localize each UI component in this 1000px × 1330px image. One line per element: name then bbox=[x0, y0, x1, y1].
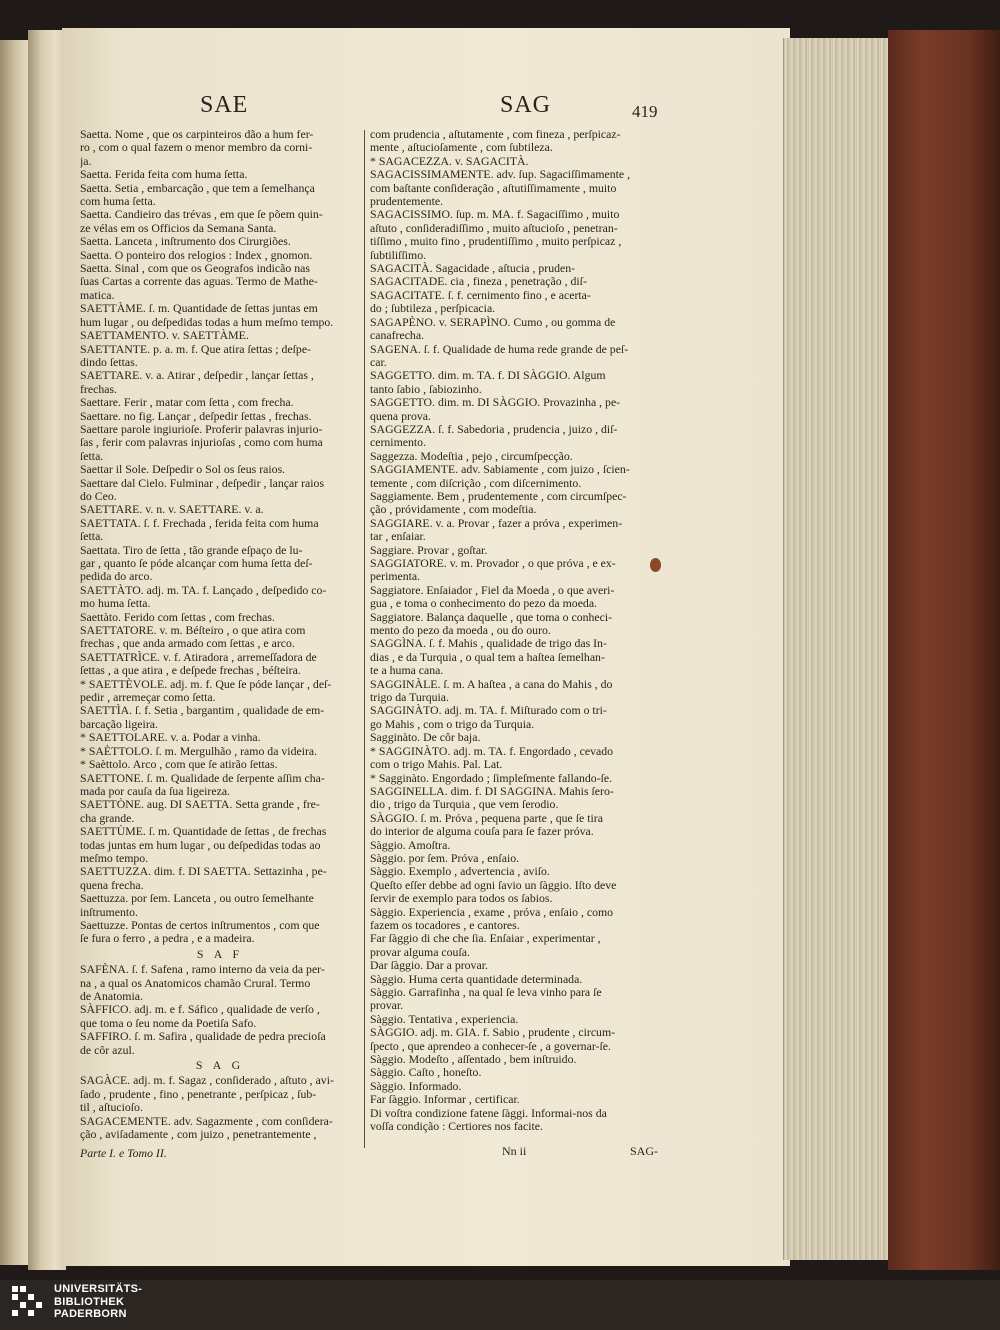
text-line: * Saèttolo. Arco , com que ſe atirão ſettas. bbox=[80, 758, 278, 772]
text-line: * SAETTOLARE. v. a. Podar a vinha. bbox=[80, 731, 261, 745]
text-line: mo huma ſetta. bbox=[80, 597, 151, 611]
library-name bbox=[54, 1283, 142, 1321]
text-line: fazem os tocadores , e cantores. bbox=[370, 918, 520, 932]
text-line: dias , e da Turquia , o qual tem a haſtea ſemelhan- bbox=[370, 650, 605, 664]
text-line: na , a qual os Anatomicos chamão Crural. Termo bbox=[80, 976, 311, 990]
text-line: SAETTÀME. ſ. m. Quantidade de ſettas juntas em bbox=[80, 302, 318, 316]
text-line: de Anatomia. bbox=[80, 990, 143, 1003]
text-line: * SAGGINÀTO. adj. m. TA. f. Engordado , cevado bbox=[370, 744, 614, 758]
text-line: tiſſimo , muito fino , prudentiſſimo , muito perſpicaz , bbox=[370, 235, 622, 249]
running-head-right: SAG bbox=[500, 92, 552, 118]
text-line: provar alguma couſa. bbox=[370, 945, 470, 959]
text-line: SAETTÙME. ſ. m. Quantidade de ſettas , de frechas bbox=[80, 825, 327, 839]
text-line: todas juntas em hum lugar , ou deſpedidas todas ao bbox=[80, 838, 321, 852]
text-line: SAETTUZZA. dim. f. DI SAETTA. Settazinha , pe- bbox=[80, 865, 327, 879]
text-line: Sàggio. Experiencia , exame , próva , enſaio , como bbox=[370, 905, 614, 919]
text-line: Saggiatore. Balança daquelle , que toma o conheci- bbox=[370, 610, 613, 624]
book-gutter bbox=[28, 30, 66, 1270]
text-line: SAETTARE. v. a. Atirar , deſpedir , lançar ſettas , bbox=[80, 369, 314, 383]
text-line: ção , aviſadamente , com juizo , penetrantemente , bbox=[80, 1128, 317, 1142]
text-line: SAGENA. ſ. f. Qualidade de huma rede grande de peſ- bbox=[370, 342, 629, 356]
page-block-edge bbox=[783, 38, 894, 1260]
text-line: Saettare. no fig. Lançar , deſpedir ſettas , frechas. bbox=[80, 409, 312, 423]
text-line: ſpecto , que aprendeo a conhecer-ſe , a governar-ſe. bbox=[370, 1039, 611, 1053]
text-line: SAGGEZZA. ſ. f. Sabedoria , prudencia , juizo , diſ- bbox=[370, 422, 618, 436]
text-line: Saggezza. Modeſtia , pejo , circumſpecção. bbox=[370, 449, 573, 463]
library-name-line1: UNIVERSITÄTS- bbox=[54, 1283, 143, 1295]
library-logo-icon bbox=[10, 1284, 46, 1324]
text-line: Sàggio. Garrafinha , na qual ſe leva vinho para ſe bbox=[370, 986, 602, 999]
text-line: SAFÈNA. ſ. f. Safena , ramo interno da veia da per- bbox=[80, 963, 325, 977]
text-line: SAETTONE. ſ. m. Qualidade de ſerpente aſſim cha- bbox=[80, 771, 325, 785]
text-line: com prudencia , aſtutamente , com fineza , perſpicaz- bbox=[370, 128, 621, 141]
text-line: ſas , ferir com palavras injurioſas , como com huma bbox=[80, 436, 323, 450]
text-line: SAGACITÀ. Sagacidade , aſtucia , pruden- bbox=[370, 262, 576, 276]
text-line: go Mahis , com o trigo da Turquia. bbox=[370, 717, 535, 731]
text-line: do interior de alguma couſa para ſe fazer próva. bbox=[370, 825, 594, 839]
text-line: Sàggio. Exemplo , advertencia , aviſo. bbox=[370, 865, 550, 879]
text-line: ſuas Cartas a corrente das aguas. Termo de Mathe- bbox=[80, 275, 318, 289]
text-line: Saettuzze. Pontas de certos inſtrumentos , com que bbox=[80, 918, 320, 932]
left-text-column bbox=[80, 128, 360, 1161]
text-line: SAGGIARE. v. a. Provar , fazer a próva , experimen- bbox=[370, 516, 623, 530]
text-line: S A G bbox=[195, 1059, 245, 1073]
text-line: Saettàto. Ferido com ſettas , com frechas. bbox=[80, 610, 275, 624]
text-line: perimenta. bbox=[370, 570, 421, 584]
text-line: Sàggio. Tentativa , experiencia. bbox=[370, 1012, 519, 1026]
text-line: Dar ſàggio. Dar a provar. bbox=[370, 959, 488, 973]
text-line: SAETTATRÌCE. v. f. Atiradora , arremeſſadora de bbox=[80, 650, 317, 664]
text-line: Sàggio. Modeſto , aſſentado , bem inſtruido. bbox=[370, 1053, 577, 1067]
text-line: ção , próvidamente , com modeſtia. bbox=[370, 503, 537, 517]
text-line: Queſto eſſer debbe ad ogni ſavio un ſàggio. Iſto deve bbox=[370, 878, 617, 892]
text-line: cernimento. bbox=[370, 436, 427, 450]
text-line: Far ſàggio di che che ſia. Enſaiar , experimentar , bbox=[370, 932, 601, 946]
text-line: * SAETTÈVOLE. adj. m. f. Que ſe póde lançar , deſ- bbox=[80, 677, 332, 691]
text-line: Saggiamente. Bem , prudentemente , com circumſpec- bbox=[370, 489, 627, 503]
text-line: Saettare. Ferir , matar com ſetta , com frecha. bbox=[80, 396, 294, 410]
text-line: SAGACEMENTE. adv. Sagazmente , com conſidera- bbox=[80, 1114, 333, 1128]
text-line: SAGGETTO. dim. m. DI SÀGGIO. Provazinha , pe- bbox=[370, 396, 621, 410]
signature-mark: Nn ii bbox=[502, 1144, 527, 1158]
text-line: SAGGINÀTO. adj. m. TA. f. Miſturado com o tri- bbox=[370, 704, 607, 718]
text-line: gar , quanto ſe póde alcançar com huma ſetta deſ- bbox=[80, 557, 313, 570]
text-line: Saetta. Ferida feita com huma ſetta. bbox=[80, 168, 248, 182]
text-line: frechas. bbox=[80, 382, 118, 396]
text-line: barcação ligeira. bbox=[80, 717, 158, 731]
library-footer-bar bbox=[0, 1280, 1000, 1330]
text-line: ro , com o qual fazem o menor membro da corni- bbox=[80, 141, 313, 155]
text-line: SAGGÌNA. ſ. f. Mahis , qualidade de trigo das In- bbox=[370, 637, 607, 651]
library-name-line3: PADERBORN bbox=[54, 1308, 127, 1320]
text-line: * SAÈTTOLO. ſ. m. Mergulhão , ramo da videira. bbox=[80, 744, 318, 758]
text-line: SAETTATORE. v. m. Béſteiro , o que atira com bbox=[80, 624, 306, 638]
text-line: meſmo tempo. bbox=[80, 851, 149, 865]
text-line: mente , aſtucioſamente , com ſubtileza. bbox=[370, 141, 553, 155]
column-rule bbox=[364, 130, 365, 1148]
text-line: Di voſtra condizione fatene ſàggi. Informai-nos da bbox=[370, 1106, 607, 1120]
text-line: do Ceo. bbox=[80, 489, 117, 503]
text-line: SAGACISSIMAMENTE. adv. ſup. Sagaciſſimamente , bbox=[370, 168, 631, 182]
text-line: til , aſtucioſo. bbox=[80, 1101, 143, 1115]
text-line: com huma ſetta. bbox=[80, 195, 156, 209]
text-line: que toma o ſeu nome da Poetiſa Safo. bbox=[80, 1016, 257, 1030]
text-line: hum lugar , ou deſpedidas todas a hum meſmo tempo. bbox=[80, 315, 334, 329]
text-line: SAGGIAMENTE. adv. Sabiamente , com juizo , ſcien- bbox=[370, 463, 630, 477]
text-line: SÀGGIO. adj. m. GIA. f. Sabio , prudente , circum- bbox=[370, 1026, 616, 1040]
text-line: cha grande. bbox=[80, 811, 135, 825]
text-line: mento do pezo da moeda , ou do ouro. bbox=[370, 624, 551, 638]
text-line: Sagginàto. De côr baja. bbox=[370, 731, 481, 745]
library-name-line2: BIBLIOTHEK bbox=[54, 1295, 125, 1308]
text-line: pedir , arremeçar como ſetta. bbox=[80, 691, 216, 705]
text-line: frechas , que anda armado com ſettas , e arco. bbox=[80, 637, 295, 651]
text-line: temente , com diſcrição , com diſcernimento. bbox=[370, 476, 582, 490]
text-line: SAETTÀTO. adj. m. TA. f. Lançado , deſpedido co- bbox=[80, 583, 327, 597]
text-line: Saettare parole ingiurioſe. Proferir palavras injurio- bbox=[80, 422, 323, 436]
text-line: Sàggio. Caſto , honeſto. bbox=[370, 1066, 482, 1080]
text-line: Sàggio. Informado. bbox=[370, 1079, 462, 1093]
text-line: quena prova. bbox=[370, 409, 431, 423]
text-line: com o trigo Mahis. Pal. Lat. bbox=[370, 758, 503, 772]
text-line: de côr azul. bbox=[80, 1043, 135, 1057]
text-line: voſſa condição : Certiores nos facite. bbox=[370, 1120, 543, 1134]
text-line: SAETTATA. ſ. f. Frechada , ferida feita com huma bbox=[80, 516, 319, 530]
text-line: car. bbox=[370, 355, 387, 369]
text-line: SAETTARE. v. n. v. SAETTARE. v. a. bbox=[80, 503, 264, 517]
text-line: ſettas , a que atira , e deſpede frechas , béſteira. bbox=[80, 664, 301, 678]
text-line: dio , trigo da Turquia , que vem ſerodio. bbox=[370, 798, 559, 812]
text-line: pedida do arco. bbox=[80, 570, 153, 584]
text-line: te a huma cana. bbox=[370, 664, 444, 678]
text-line: SAGGETTO. dim. m. TA. f. DI SÀGGIO. Algum bbox=[370, 369, 606, 383]
text-line: Saggiatore. Enſaiador , Fiel da Moeda , o que averi- bbox=[370, 583, 615, 597]
text-line: dindo ſettas. bbox=[80, 355, 138, 369]
text-line: tar , enſaiar. bbox=[370, 530, 426, 544]
text-line: inſtrumento. bbox=[80, 905, 138, 919]
text-line: SAGACITADE. cia , fineza , penetração , diſ- bbox=[370, 275, 587, 289]
text-line: SAGGIATORE. v. m. Provador , o que próva , e ex- bbox=[370, 557, 616, 570]
text-line: mada por cauſa da ſua ligeireza. bbox=[80, 784, 231, 798]
text-line: ſado , prudente , fino , penetrante , perſpicaz , ſub- bbox=[80, 1087, 317, 1101]
text-line: ſubtiliſſimo. bbox=[370, 248, 427, 262]
text-line: Saettuzza. por ſem. Lanceta , ou outro ſemelhante bbox=[80, 892, 314, 906]
text-line: SAETTAMENTO. v. SAETTÀME. bbox=[80, 329, 249, 343]
text-line: gua , e toma o conhecimento do pezo da moeda. bbox=[370, 597, 598, 611]
text-line: tanto ſabio , ſabiozinho. bbox=[370, 382, 482, 396]
text-line: SAGACISSIMO. ſup. m. MA. f. Sagaciſſimo , muito bbox=[370, 208, 620, 222]
text-line: Saetta. Nome , que os carpinteiros dão a hum fer- bbox=[80, 128, 314, 141]
text-line: Saetta. Candieiro das trévas , em que ſe põem quin- bbox=[80, 208, 323, 222]
text-line: do ; ſubtileza , perſpicacia. bbox=[370, 302, 496, 316]
text-line: prudentemente. bbox=[370, 195, 444, 209]
text-line: canafrecha. bbox=[370, 329, 425, 343]
book-cover-edge bbox=[888, 30, 1000, 1270]
text-line: Saggiare. Provar , goſtar. bbox=[370, 543, 488, 557]
text-line: Saettar il Sole. Deſpedir o Sol os ſeus raios. bbox=[80, 463, 286, 477]
text-line: Saetta. Setia , embarcação , que tem a ſemelhança bbox=[80, 181, 315, 195]
running-head-left: SAE bbox=[200, 92, 249, 118]
text-line: SÀGGIO. ſ. m. Próva , pequena parte , que ſe tira bbox=[370, 811, 603, 825]
page-number: 419 bbox=[632, 102, 658, 121]
text-line: Sàggio. por ſem. Próva , enſaio. bbox=[370, 851, 520, 865]
text-line: SAGAPÈNO. v. SERAPÌNO. Cumo , ou gomma de bbox=[370, 315, 616, 329]
text-line: ſetta. bbox=[80, 449, 104, 463]
text-line: Parte I. e Tomo II. bbox=[80, 1147, 167, 1161]
text-line: SAETTÌA. ſ. f. Setia , bargantim , qualidade de em- bbox=[80, 704, 325, 718]
text-line: matica. bbox=[80, 288, 115, 302]
text-line: ſe fura o ferro , a pedra , e a madeira. bbox=[80, 932, 255, 946]
text-line: SAGÀCE. adj. m. f. Sagaz , conſiderado , aſtuto , avi- bbox=[80, 1074, 334, 1088]
text-line: * SAGACEZZA. v. SAGACITÀ. bbox=[370, 154, 529, 168]
text-line: SAGACITATE. ſ. f. cernimento fino , e acerta- bbox=[370, 288, 591, 302]
text-line: Saettata. Tiro de ſetta , tão grande eſpaço de lu- bbox=[80, 543, 303, 557]
text-line: Saettare dal Cielo. Fulminar , deſpedir , lançar raios bbox=[80, 476, 325, 490]
text-line: SAFFIRO. ſ. m. Safira , qualidade de pedra precioſa bbox=[80, 1030, 326, 1044]
text-line: aſtuto , conſideradiſſimo , muito aſtucioſo , penetran- bbox=[370, 221, 618, 235]
right-text-column bbox=[370, 128, 666, 1133]
text-line: Sàggio. Huma certa quantidade determinada. bbox=[370, 972, 583, 986]
text-line: quena frecha. bbox=[80, 878, 144, 892]
text-line: Far ſàggio. Informar , certificar. bbox=[370, 1093, 520, 1107]
text-line: Saetta. Sinal , com que os Geografos indicão nas bbox=[80, 262, 310, 276]
text-line: SAETTÒNE. aug. DI SAETTA. Setta grande , fre- bbox=[80, 798, 320, 812]
text-line: ja. bbox=[80, 154, 92, 168]
text-line: com baſtante conſideração , aſtutiſſimamente , muito bbox=[370, 181, 617, 195]
text-line: ſetta. bbox=[80, 530, 104, 544]
text-line: ze vélas em os Officios da Semana Santa. bbox=[80, 221, 277, 235]
text-line: SAGGINÀLE. ſ. m. A haſtea , a cana do Mahis , do bbox=[370, 677, 613, 691]
text-line: trigo da Turquia. bbox=[370, 691, 449, 705]
text-line: Saetta. O ponteiro dos relogios : Index , gnomon. bbox=[80, 248, 313, 262]
text-line: Sàggio. Amoſtra. bbox=[370, 838, 451, 852]
text-line: Saetta. Lanceta , inſtrumento dos Cirurgiões. bbox=[80, 235, 291, 249]
text-line: SAETTANTE. p. a. m. f. Que atira ſettas ; deſpe- bbox=[80, 342, 311, 356]
text-line: ſervir de exemplo para todos os ſabios. bbox=[370, 892, 553, 906]
text-line: S A F bbox=[196, 947, 244, 961]
text-line: SAGGINELLA. dim. f. DI SAGGINA. Mahis ſero- bbox=[370, 784, 614, 798]
text-line: * Sagginàto. Engordado ; ſimpleſmente fallando-ſe. bbox=[370, 771, 613, 785]
ink-stain bbox=[650, 558, 661, 572]
left-page-edge bbox=[0, 40, 30, 1265]
text-line: SÀFFICO. adj. m. e f. Sáfico , qualidade de verſo , bbox=[80, 1003, 320, 1017]
text-line: provar. bbox=[370, 999, 404, 1013]
catchword: SAG- bbox=[630, 1144, 659, 1158]
